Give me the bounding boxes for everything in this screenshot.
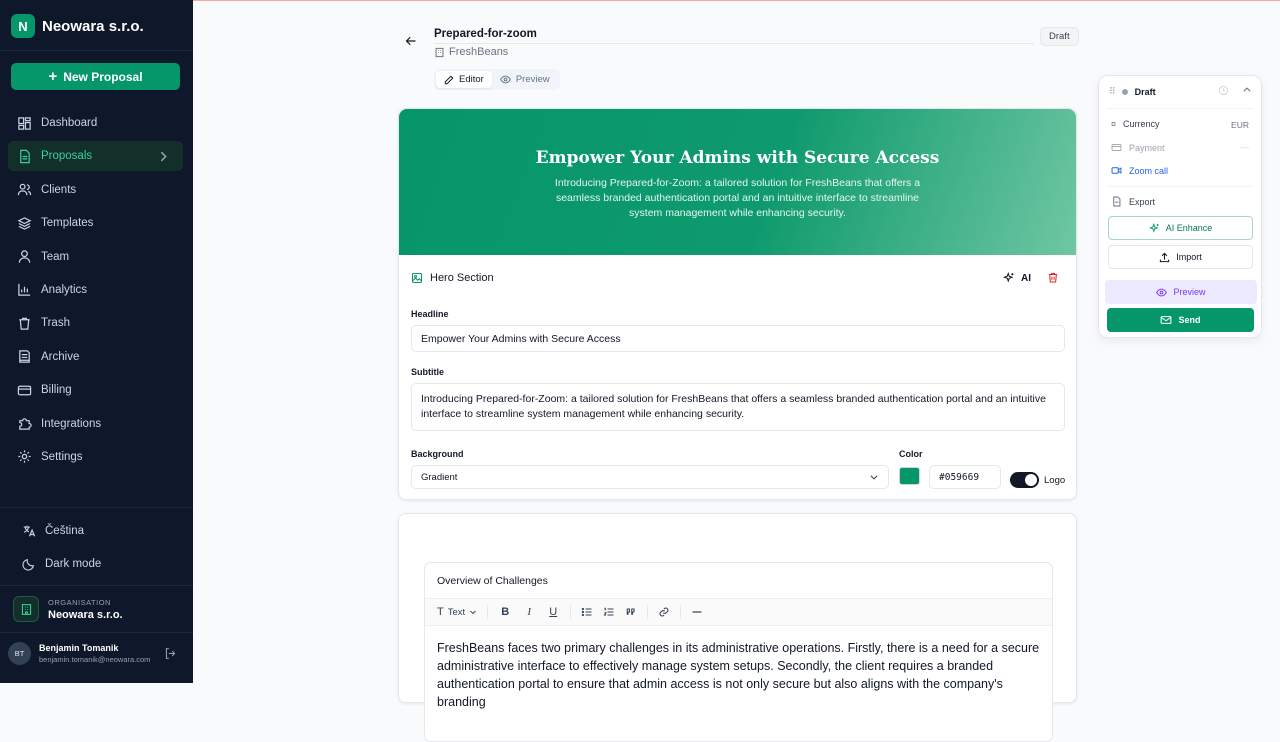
headline-input[interactable]: Empower Your Admins with Secure Access xyxy=(411,325,1065,352)
editor-content[interactable]: FreshBeans faces two primary challenges in its administrative operations. Firstly, there is a need for a secure administrative interface to effectively manage system setups. Secondly, the client requires a branded authentication portal to ensure that admin access is not only secure but also aligns with the company's branding xyxy=(437,641,1040,709)
users-icon xyxy=(17,182,32,197)
brand-name: Neowara s.r.o. xyxy=(42,17,144,35)
divider xyxy=(647,605,648,619)
sidebar-item-label: Billing xyxy=(41,384,72,397)
divider xyxy=(487,605,488,619)
divider xyxy=(570,605,571,619)
ai-button[interactable] xyxy=(1003,272,1031,284)
new-proposal-button[interactable] xyxy=(11,63,180,90)
italic-icon[interactable]: I xyxy=(527,606,531,618)
chevron-right-icon xyxy=(156,149,171,164)
ai-enhance-button[interactable] xyxy=(1108,216,1253,240)
divider xyxy=(1107,186,1253,187)
import-label: Import xyxy=(1176,252,1202,262)
video-icon xyxy=(1111,165,1122,176)
background-value: Gradient xyxy=(421,471,458,483)
divider xyxy=(680,605,681,619)
sparkles-icon xyxy=(1149,223,1160,234)
numbered-list-icon[interactable] xyxy=(603,606,615,618)
sidebar-item-archive[interactable] xyxy=(8,342,183,372)
import-button[interactable] xyxy=(1108,245,1253,269)
text-style-dropdown[interactable] xyxy=(437,606,477,618)
currency-label: Currency xyxy=(1123,119,1160,129)
sidebar-item-label: Dashboard xyxy=(41,117,98,129)
subtitle-textarea[interactable]: Introducing Prepared-for-Zoom: a tailored solution for FreshBeans that offers a seamless branded authentication portal and an intuitive interface to streamline system management while enhancing security. xyxy=(411,383,1065,431)
sidebar xyxy=(0,0,193,683)
background-label: Background xyxy=(411,449,464,459)
image-icon xyxy=(411,272,423,284)
payment-value: — xyxy=(1240,142,1249,152)
dark-mode-toggle[interactable] xyxy=(22,557,101,571)
background-select[interactable] xyxy=(411,465,889,489)
text-style-label: Text xyxy=(447,606,466,618)
tab-label: Editor xyxy=(459,74,484,85)
logo-label: Logo xyxy=(1044,475,1066,486)
divider xyxy=(0,507,193,508)
trash-icon xyxy=(17,316,32,331)
organisation-switcher[interactable] xyxy=(13,596,123,622)
send-label: Send xyxy=(1178,315,1201,325)
back-arrow-icon[interactable] xyxy=(405,35,417,47)
sidebar-item-analytics[interactable] xyxy=(8,275,183,305)
horizontal-rule-icon[interactable] xyxy=(691,606,703,618)
payment-row[interactable] xyxy=(1111,142,1165,153)
plus-icon: + xyxy=(48,68,58,85)
document-icon xyxy=(17,149,32,164)
tab-label: Preview xyxy=(515,74,550,85)
bullet-list-icon[interactable] xyxy=(581,606,593,618)
tab-editor[interactable] xyxy=(436,71,492,88)
color-label: Color xyxy=(899,449,923,459)
layers-icon xyxy=(17,216,32,231)
logout-icon[interactable] xyxy=(164,647,177,660)
chevron-up-icon[interactable] xyxy=(1242,85,1252,95)
brand-logo: N xyxy=(11,14,35,38)
upload-icon xyxy=(1159,252,1170,263)
headline-label: Headline xyxy=(411,309,449,319)
dark-mode-label: Dark mode xyxy=(45,558,102,570)
archive-icon xyxy=(17,349,32,364)
hero-headline: Empower Your Admins with Secure Access xyxy=(535,148,940,168)
chevron-down-icon xyxy=(869,472,879,482)
ai-enhance-label: AI Enhance xyxy=(1165,223,1213,233)
pencil-icon xyxy=(444,75,454,85)
preview-button[interactable] xyxy=(1105,280,1257,304)
content-section-card xyxy=(398,513,1077,709)
export-button[interactable] xyxy=(1111,196,1155,207)
organisation-name: Neowara s.r.o. xyxy=(48,608,123,621)
gear-icon xyxy=(17,449,32,464)
panel-status: Draft xyxy=(1134,86,1156,97)
bar-chart-icon xyxy=(17,282,32,297)
subtitle-label: Subtitle xyxy=(411,367,444,377)
eye-icon xyxy=(500,74,511,85)
new-proposal-label: New Proposal xyxy=(63,69,143,84)
language-switch[interactable] xyxy=(22,524,84,538)
client-label: FreshBeans xyxy=(449,46,509,58)
user-email: benjamin.tomanik@neowara.com xyxy=(39,655,151,664)
file-icon xyxy=(1111,196,1122,207)
status-dot xyxy=(1122,89,1128,95)
export-label: Export xyxy=(1129,196,1156,207)
sidebar-item-settings[interactable] xyxy=(8,442,183,472)
payment-label: Payment xyxy=(1129,142,1165,153)
brand[interactable] xyxy=(11,14,144,38)
sparkles-icon xyxy=(1003,272,1015,284)
divider xyxy=(0,632,193,633)
editor-toolbar xyxy=(425,598,1052,626)
user-profile[interactable] xyxy=(8,642,183,665)
team-icon xyxy=(17,249,32,264)
currency-value: EUR xyxy=(1231,120,1249,130)
divider xyxy=(0,585,193,586)
sidebar-item-trash[interactable] xyxy=(8,308,183,338)
translate-icon xyxy=(22,524,36,538)
top-border xyxy=(193,0,1280,1)
credit-card-icon xyxy=(17,383,32,398)
panel-header[interactable] xyxy=(1109,86,1156,97)
link-icon[interactable] xyxy=(658,606,670,618)
sidebar-item-label: Templates xyxy=(41,217,94,230)
color-hex-input[interactable]: #059669 xyxy=(929,465,1001,489)
hero-preview xyxy=(399,109,1076,255)
client-name[interactable] xyxy=(434,46,508,58)
sidebar-item-team[interactable] xyxy=(8,242,183,272)
section-title: Hero Section xyxy=(430,272,494,284)
sidebar-item-dashboard[interactable] xyxy=(8,108,183,138)
clock-icon xyxy=(1218,85,1229,96)
mail-icon xyxy=(1160,314,1172,326)
underline-icon[interactable]: U xyxy=(549,606,558,618)
currency-row[interactable] xyxy=(1111,119,1160,129)
zoom-call-label: Zoom call xyxy=(1129,165,1169,176)
sidebar-item-billing[interactable] xyxy=(8,375,183,405)
avatar: BT xyxy=(8,642,31,665)
bold-icon[interactable]: B xyxy=(501,606,510,618)
sidebar-item-proposals[interactable] xyxy=(8,141,183,171)
building-icon xyxy=(13,596,39,622)
hero-section-card xyxy=(398,108,1077,500)
sidebar-item-clients[interactable] xyxy=(8,175,183,205)
quote-icon[interactable] xyxy=(625,606,637,618)
section-title[interactable]: Overview of Challenges xyxy=(437,575,548,587)
logo-toggle[interactable] xyxy=(1010,472,1039,488)
color-swatch[interactable] xyxy=(899,467,920,485)
sidebar-item-integrations[interactable] xyxy=(8,409,183,439)
sidebar-nav xyxy=(8,108,183,475)
sidebar-item-label: Trash xyxy=(41,317,70,330)
divider xyxy=(0,50,193,51)
rich-text-editor xyxy=(424,562,1053,742)
proposal-actions-panel xyxy=(1098,75,1262,338)
sidebar-item-label: Archive xyxy=(41,350,80,363)
credit-card-icon xyxy=(1111,142,1122,153)
currency-icon: ¤ xyxy=(1111,119,1117,129)
ai-label: AI xyxy=(1021,272,1031,284)
preview-label: Preview xyxy=(1173,287,1206,297)
sidebar-item-templates[interactable] xyxy=(8,208,183,238)
sidebar-item-label: Team xyxy=(41,250,70,263)
view-tabs xyxy=(434,69,560,90)
sidebar-item-label: Proposals xyxy=(41,150,93,163)
delete-section-icon[interactable] xyxy=(1047,271,1059,284)
hero-subtitle: Introducing Prepared-for-Zoom: a tailored solution for FreshBeans that offers a seamless branded authentication portal and an intuitive interface to streamline system management while enhancing security. xyxy=(554,177,921,219)
moon-icon xyxy=(22,557,36,571)
dashboard-icon xyxy=(17,116,32,131)
user-name: Benjamin Tomanik xyxy=(39,643,119,653)
eye-icon xyxy=(1156,287,1167,298)
sidebar-item-label: Clients xyxy=(41,183,77,196)
title-underline xyxy=(434,43,1034,44)
proposal-title[interactable]: Prepared-for-zoom xyxy=(434,28,537,40)
section-header xyxy=(411,272,494,284)
text-type-icon: T xyxy=(437,606,444,618)
sidebar-item-label: Settings xyxy=(41,450,83,463)
drag-handle-icon[interactable]: ⠿ xyxy=(1109,86,1115,96)
language-label: Čeština xyxy=(45,525,84,537)
organisation-label: ORGANISATION xyxy=(48,597,111,607)
puzzle-icon xyxy=(17,416,32,431)
sidebar-item-label: Integrations xyxy=(41,417,102,430)
sidebar-item-label: Analytics xyxy=(41,283,88,296)
tab-preview[interactable] xyxy=(492,71,558,88)
divider xyxy=(1107,108,1253,109)
send-button[interactable] xyxy=(1107,308,1254,332)
building-icon xyxy=(434,47,445,58)
zoom-call-link[interactable] xyxy=(1111,165,1168,176)
chevron-down-icon xyxy=(469,608,477,616)
status-badge: Draft xyxy=(1040,27,1079,46)
